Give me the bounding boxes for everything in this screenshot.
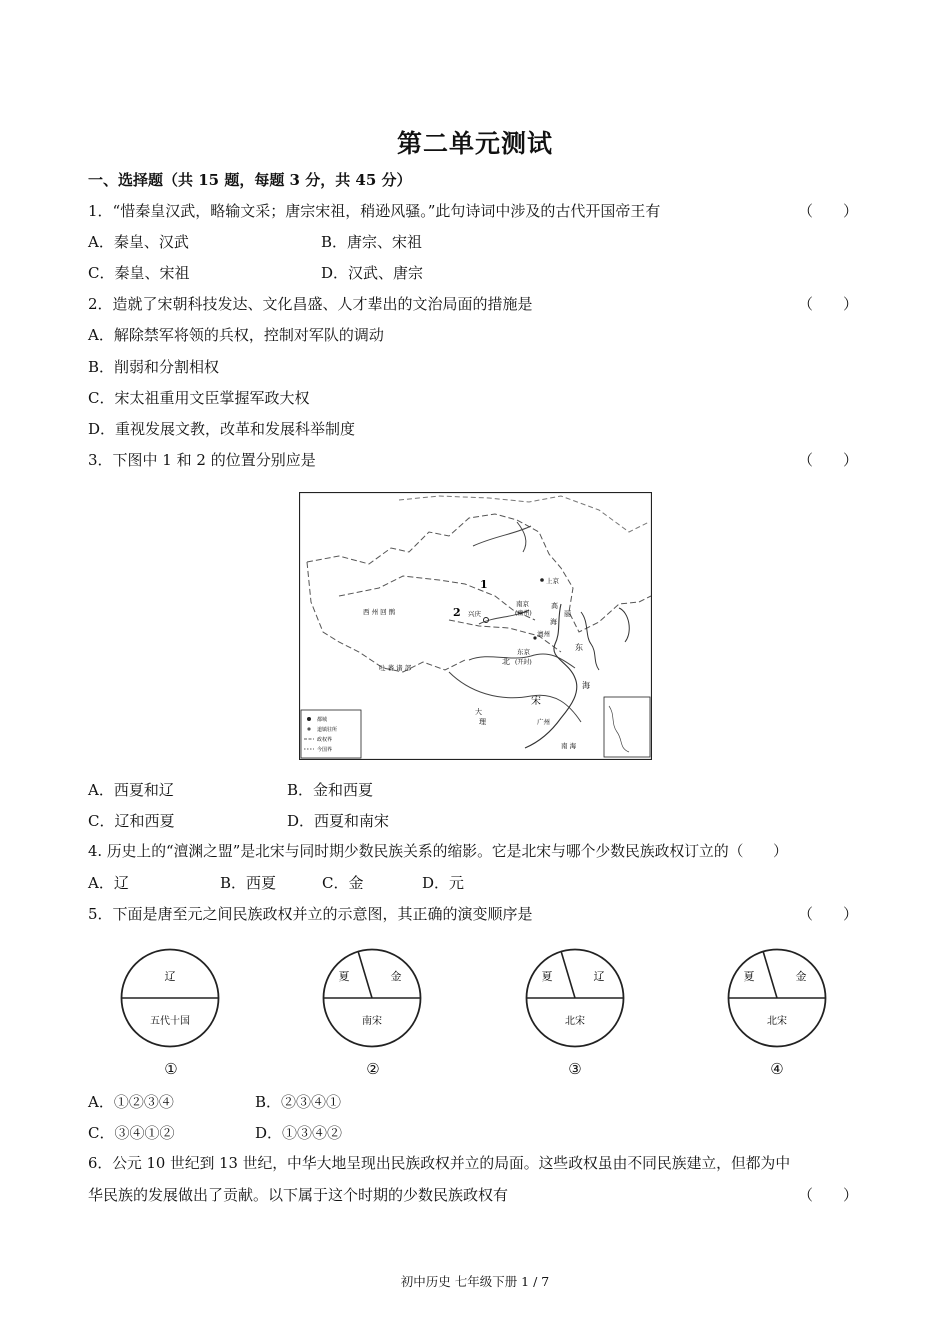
q4-option-c: C．金 [322, 874, 364, 892]
map-xizhou-uighur: 西 州 回 鹘 [363, 608, 396, 616]
map-youzhou: (幽州) [515, 610, 532, 617]
regime-diagram-4 [727, 948, 827, 1048]
page-footer: 初中历史 七年级下册 1 / 7 [400, 1274, 550, 1289]
map-hai: 海 [550, 618, 557, 626]
q2-option-a: A．解除禁军将领的兵权，控制对军队的调动 [88, 326, 384, 344]
diagram-4-number: ④ [770, 1060, 784, 1078]
q1-option-c: C．秦皇、宋祖 [88, 264, 190, 282]
q4-option-a: A．辽 [88, 874, 129, 892]
q5-answer-paren: （ ） [798, 905, 859, 923]
diagram-3-number: ③ [568, 1060, 582, 1078]
q3-option-d: D．西夏和南宋 [287, 812, 390, 830]
diagram-1-bottom: 五代十国 [150, 1016, 190, 1027]
diagram-3-bottom: 北宋 [565, 1016, 585, 1027]
diagram-2-number: ② [366, 1060, 380, 1078]
q5-option-b: B．②③④① [255, 1093, 342, 1111]
diagram-2-bottom: 南宋 [362, 1016, 382, 1027]
diagram-4-bottom: 北宋 [767, 1016, 787, 1027]
map-li: 丽 [564, 610, 571, 618]
map-kaifeng: (开封) [515, 659, 532, 666]
q3-option-b: B．金和西夏 [287, 781, 374, 799]
diagram-2-right: 金 [390, 970, 402, 983]
q4-option-b: B．西夏 [220, 874, 277, 892]
map-dali-1: 大 [475, 708, 482, 716]
map-dali-2: 理 [479, 718, 486, 726]
map-gao: 高 [551, 602, 558, 610]
q4-option-d: D．元 [422, 874, 465, 892]
diagram-2-left: 夏 [338, 970, 350, 983]
map-bei: 北 [502, 657, 510, 666]
q3-option-c: C．辽和西夏 [88, 812, 175, 830]
q4-stem: 4. 历史上的“澶渊之盟”是北宋与同时期少数民族关系的缩影。它是北宋与哪个少数民族政权订立的（ ） [88, 843, 788, 860]
q2-option-c: C．宋太祖重用文臣掌握军政大权 [88, 389, 310, 407]
section-heading: 一、选择题（共 15 题，每题 3 分，共 45 分） [88, 171, 412, 189]
map-xingqing: 兴庆 [468, 610, 481, 618]
regime-diagram-1 [120, 948, 220, 1048]
q6-stem-line-2: 华民族的发展做出了贡献。以下属于这个时期的少数民族政权有 [88, 1186, 509, 1204]
q3-option-a: A．西夏和辽 [88, 781, 174, 799]
diagram-4-left: 夏 [743, 970, 755, 983]
regime-diagram-2 [322, 948, 422, 1048]
q2-answer-paren: （ ） [798, 295, 859, 313]
q2-stem: 2．造就了宋朝科技发达、文化昌盛、人才辈出的文治局面的措施是 [88, 295, 533, 313]
q5-option-c: C．③④①② [88, 1124, 175, 1142]
q5-stem: 5．下面是唐至元之间民族政权并立的示意图，其正确的演变顺序是 [88, 905, 533, 923]
map-guangzhou: 广州 [537, 718, 550, 726]
q1-stem: 1．“惜秦皇汉武，略输文采；唐宗宋祖，稍逊风骚。”此句诗词中涉及的古代开国帝王有 [88, 202, 661, 220]
q1-option-a: A．秦皇、汉武 [88, 233, 189, 251]
map-label-1: 1 [480, 578, 488, 591]
diagram-3-left: 夏 [541, 970, 553, 983]
q2-option-d: D．重视发展文教，改革和发展科举制度 [88, 420, 356, 438]
map-hai-east: 海 [582, 681, 590, 690]
regime-diagram-3 [525, 948, 625, 1048]
q3-answer-paren: （ ） [798, 451, 859, 469]
q3-stem: 3．下图中 1 和 2 的位置分别应是 [88, 451, 316, 469]
map-nanjing: 南京 [516, 600, 529, 608]
q5-option-d: D．①③④② [255, 1124, 343, 1142]
map-tubo: 吐 蕃 诸 部 [379, 664, 412, 672]
map-song: 宋 [531, 696, 541, 707]
q6-answer-paren: （ ） [798, 1186, 859, 1204]
map-shangjing: 上京 [546, 577, 559, 585]
diagram-4-right: 金 [795, 970, 807, 983]
diagram-1-top: 辽 [164, 970, 176, 983]
q1-option-b: B．唐宗、宋祖 [321, 233, 423, 251]
q2-option-b: B．削弱和分割相权 [88, 358, 220, 376]
page-title: 第二单元测试 [396, 129, 553, 158]
q1-answer-paren: （ ） [798, 202, 859, 220]
map-chanzhou: 澶州 [537, 630, 550, 638]
legend-capital: 都城 [317, 717, 328, 723]
q1-option-d: D．汉武、唐宗 [321, 264, 424, 282]
map-dong: 东 [575, 643, 583, 652]
q5-option-a: A．①②③④ [88, 1093, 174, 1111]
map-dongjing: 东京 [517, 648, 530, 656]
map-nanhai: 南 海 [561, 742, 577, 750]
diagram-3-right: 辽 [593, 970, 605, 983]
song-era-map [299, 492, 652, 760]
legend-garrison: 道镇驻所 [317, 727, 338, 733]
q6-stem-line-1: 6．公元 10 世纪到 13 世纪，中华大地呈现出民族政权并立的局面。这些政权虽由不同民族建立，但都为中 [88, 1155, 791, 1172]
diagram-1-number: ① [164, 1060, 178, 1078]
legend-boundary: 政权界 [317, 737, 333, 743]
map-label-2: 2 [453, 606, 461, 619]
legend-national-border: 今国界 [317, 747, 333, 753]
